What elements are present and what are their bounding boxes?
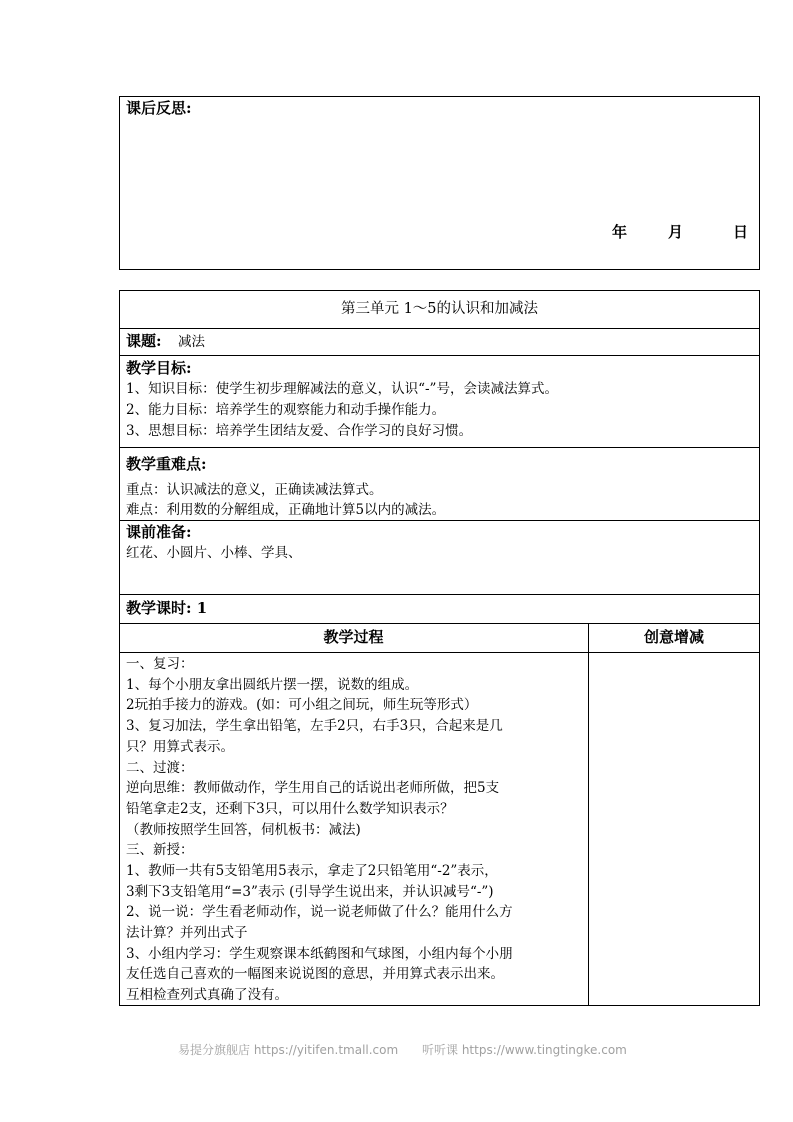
process-line: 1、教师一共有5支铅笔用5表示，拿走了2只铅笔用“-2”表示， (126, 863, 498, 879)
column-divider (588, 623, 589, 1006)
keypoints-label: 教学重难点: (126, 455, 207, 473)
row-divider (119, 355, 760, 356)
row-divider (119, 623, 760, 624)
process-line: 三、新授： (126, 842, 194, 858)
keypoint-item: 难点：利用数的分解组成，正确地计算5以内的减法。 (126, 502, 446, 518)
date-month: 月 (668, 223, 684, 241)
reflection-box (119, 96, 760, 270)
reflection-label: 课后反思: (126, 99, 192, 117)
keypoint-item: 重点：认识减法的意义，正确读减法算式。 (126, 482, 383, 498)
process-header: 教学过程 (323, 628, 384, 646)
row-divider (119, 520, 760, 521)
row-divider (119, 594, 760, 595)
process-line: 法计算？并列出式子 (126, 925, 248, 941)
footer-right-link[interactable]: 听听课 https://www.tingtingke.com (422, 1043, 627, 1057)
process-line: 友任选自己喜欢的一幅图来说说图的意思，并用算式表示出来。 (126, 966, 504, 982)
process-line: （教师按照学生回答，伺机板书：减法) (126, 822, 361, 838)
row-divider (119, 328, 760, 329)
prep-label: 课前准备: (126, 523, 192, 541)
goal-item: 3、思想目标：培养学生团结友爱、合作学习的良好习惯。 (126, 423, 473, 439)
date-day: 日 (733, 223, 749, 241)
process-line: 3、复习加法，学生拿出铅笔，左手2只，右手3只，合起来是几 (126, 718, 503, 734)
process-line: 2玩拍手接力的游戏。(如：可小组之间玩，师生玩等形式） (126, 697, 478, 713)
prep-value: 红花、小圆片、小棒、学具、 (126, 545, 302, 561)
creative-header: 创意增减 (643, 628, 704, 646)
process-line: 二、过渡： (126, 760, 194, 776)
process-line: 3剩下3支铅笔用“=3”表示 (引导学生说出来，并认识减号“-”) (126, 884, 494, 900)
process-line: 3、小组内学习：学生观察课本纸鹤图和气球图，小组内每个小朋 (126, 946, 513, 962)
footer-left-link[interactable]: 易提分旗舰店 https://yitifen.tmall.com (178, 1043, 399, 1057)
process-line: 铅笔拿走2支，还剩下3只，可以用什么数学知识表示？ (126, 801, 454, 817)
goal-item: 1、知识目标：使学生初步理解减法的意义，认识“-”号，会读减法算式。 (126, 381, 558, 397)
lesson-label: 课题: (126, 332, 162, 350)
hours-label: 教学课时: 1 (126, 599, 208, 617)
date-year: 年 (612, 223, 628, 241)
goals-label: 教学目标: (126, 359, 192, 377)
process-line: 逆向思维：教师做动作，学生用自己的话说出老师所做，把5支 (126, 780, 500, 796)
process-line: 2、说一说：学生看老师动作，说一说老师做了什么？能用什么方 (126, 904, 513, 920)
row-divider (119, 652, 760, 653)
row-divider (119, 447, 760, 448)
process-line: 一、复习： (126, 656, 194, 672)
unit-title: 第三单元 1～5的认识和加减法 (340, 301, 539, 317)
process-line: 只？用算式表示。 (126, 739, 234, 755)
goal-item: 2、能力目标：培养学生的观察能力和动手操作能力。 (126, 402, 446, 418)
process-line: 1、每个小朋友拿出圆纸片摆一摆，说数的组成。 (126, 677, 419, 693)
process-line: 互相检查列式真确了没有。 (126, 987, 288, 1003)
lesson-value: 减法 (178, 334, 205, 350)
